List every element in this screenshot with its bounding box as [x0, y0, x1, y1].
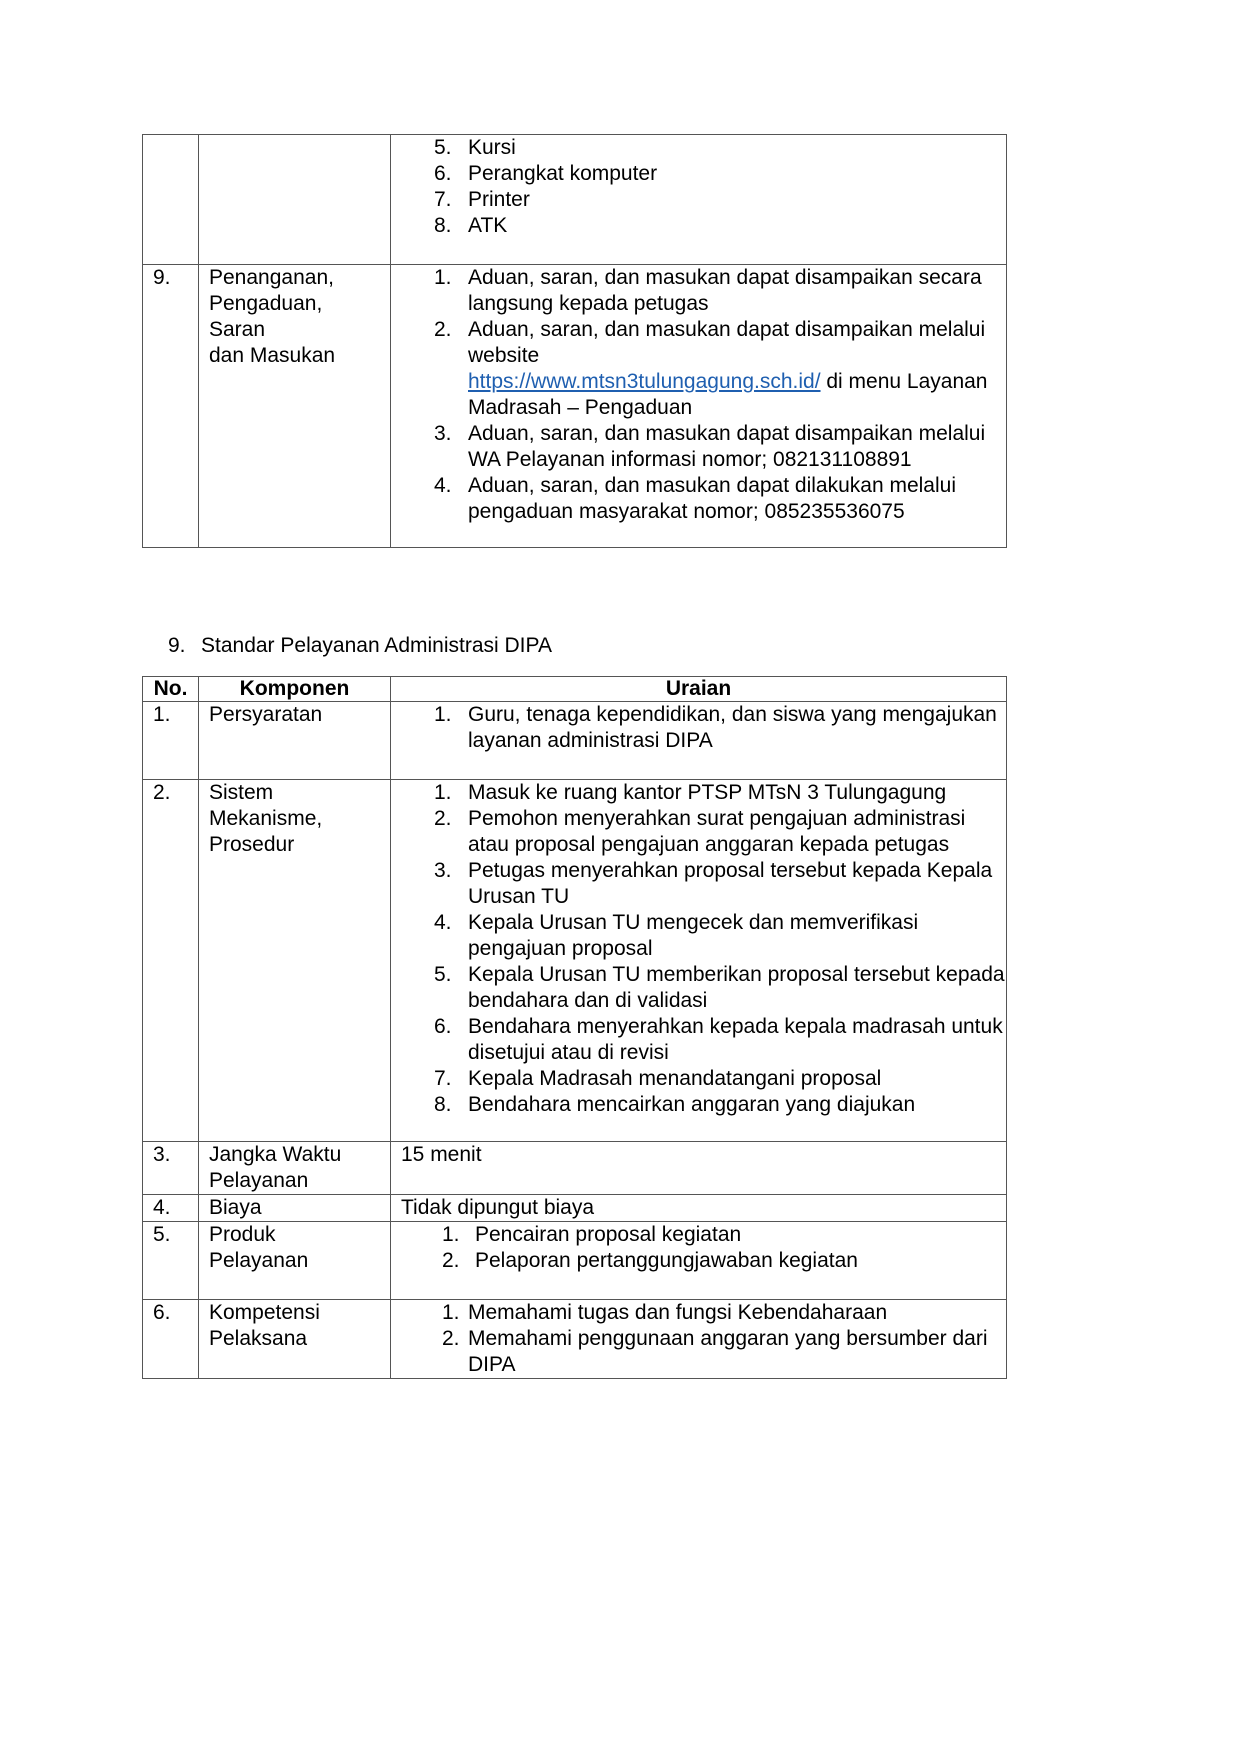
table-row — [143, 780, 1007, 1142]
list-item: 2. Pelaporan pertanggungjawaban kegiatan — [442, 1249, 858, 1272]
list-item: 7. Printer — [434, 188, 530, 211]
component-cell: Persyaratan — [199, 702, 391, 780]
component-cell — [199, 135, 391, 265]
component-cell: Jangka Waktu Pelayanan — [199, 1142, 391, 1195]
table-row — [143, 1195, 1007, 1222]
list-item: 7. Kepala Madrasah menandatangani proposal — [434, 1067, 882, 1090]
row-number: 2. — [143, 780, 199, 1142]
table-row — [143, 1222, 1007, 1300]
list-item: 2. Aduan, saran, dan masukan dapat disampaikan melalui website https://www.mtsn3tulungagung.sch.id/ di menu Layanan Madrasah – Pengaduan — [434, 318, 988, 419]
list-item: 1. Aduan, saran, dan masukan dapat disampaikan secara langsung kepada petugas — [434, 266, 982, 315]
row-number: 3. — [143, 1142, 199, 1195]
description-cell — [391, 135, 1007, 265]
list-item: 3. Aduan, saran, dan masukan dapat disampaikan melalui WA Pelayanan informasi nomor; 082131108891 — [434, 422, 986, 471]
list-item: 6. Perangkat komputer — [434, 162, 658, 185]
table-row — [143, 135, 1007, 265]
website-link[interactable]: https://www.mtsn3tulungagung.sch.id/ — [468, 370, 821, 393]
row-number: 1. — [143, 702, 199, 780]
table-header-row — [143, 677, 1007, 702]
list-item: 6. Bendahara menyerahkan kepada kepala madrasah untuk disetujui atau di revisi — [434, 1015, 1003, 1064]
row-number — [143, 135, 199, 265]
row-number: 6. — [143, 1300, 199, 1379]
table-row — [143, 1142, 1007, 1195]
list-item: 2. Memahami penggunaan anggaran yang bersumber dari DIPA — [442, 1327, 988, 1376]
description-cell — [391, 1222, 1007, 1300]
list-item: 4. Kepala Urusan TU mengecek dan memverifikasi pengajuan proposal — [434, 911, 919, 960]
dipa-service-table — [142, 676, 1007, 1379]
list-item: 5. Kursi — [434, 136, 516, 159]
list-item: 1. Pencairan proposal kegiatan — [442, 1223, 742, 1246]
header-komponen: Komponen — [199, 677, 391, 702]
table-row — [143, 1300, 1007, 1379]
row-number: 4. — [143, 1195, 199, 1222]
table-row — [143, 702, 1007, 780]
list-item: 8. ATK — [434, 214, 508, 237]
list-item: 1. Masuk ke ruang kantor PTSP MTsN 3 Tulungagung — [434, 781, 947, 804]
component-cell: Biaya — [199, 1195, 391, 1222]
list-item: 3. Petugas menyerahkan proposal tersebut kepada Kepala Urusan TU — [434, 859, 993, 908]
component-cell: Sistem Mekanisme, Prosedur — [199, 780, 391, 1142]
description-cell: Tidak dipungut biaya — [391, 1195, 1007, 1222]
list-item: 4. Aduan, saran, dan masukan dapat dilakukan melalui pengaduan masyarakat nomor; 085235536075 — [434, 474, 956, 523]
header-uraian: Uraian — [391, 677, 1007, 702]
component-cell: Penanganan, Pengaduan, Saran dan Masukan — [199, 265, 391, 548]
header-no: No. — [143, 677, 199, 702]
description-cell — [391, 1300, 1007, 1379]
list-item: 5. Kepala Urusan TU memberikan proposal tersebut kepada bendahara dan di validasi — [434, 963, 1005, 1012]
component-cell: Produk Pelayanan — [199, 1222, 391, 1300]
list-item: 2. Pemohon menyerahkan surat pengajuan administrasi atau proposal pengajuan anggaran kepada petugas — [434, 807, 966, 856]
list-item: 8. Bendahara mencairkan anggaran yang diajukan — [434, 1093, 916, 1116]
service-table-continued — [142, 134, 1007, 548]
row-number: 9. — [143, 265, 199, 548]
description-cell — [391, 265, 1007, 548]
list-item: 1. Memahami tugas dan fungsi Kebendaharaan — [442, 1301, 888, 1324]
list-item: 1. Guru, tenaga kependidikan, dan siswa yang mengajukan layanan administrasi DIPA — [434, 703, 997, 752]
section-heading: 9. Standar Pelayanan Administrasi DIPA — [168, 634, 552, 657]
description-cell — [391, 780, 1007, 1142]
description-cell — [391, 702, 1007, 780]
row-number: 5. — [143, 1222, 199, 1300]
component-cell: Kompetensi Pelaksana — [199, 1300, 391, 1379]
table-row — [143, 265, 1007, 548]
description-cell: 15 menit — [391, 1142, 1007, 1195]
